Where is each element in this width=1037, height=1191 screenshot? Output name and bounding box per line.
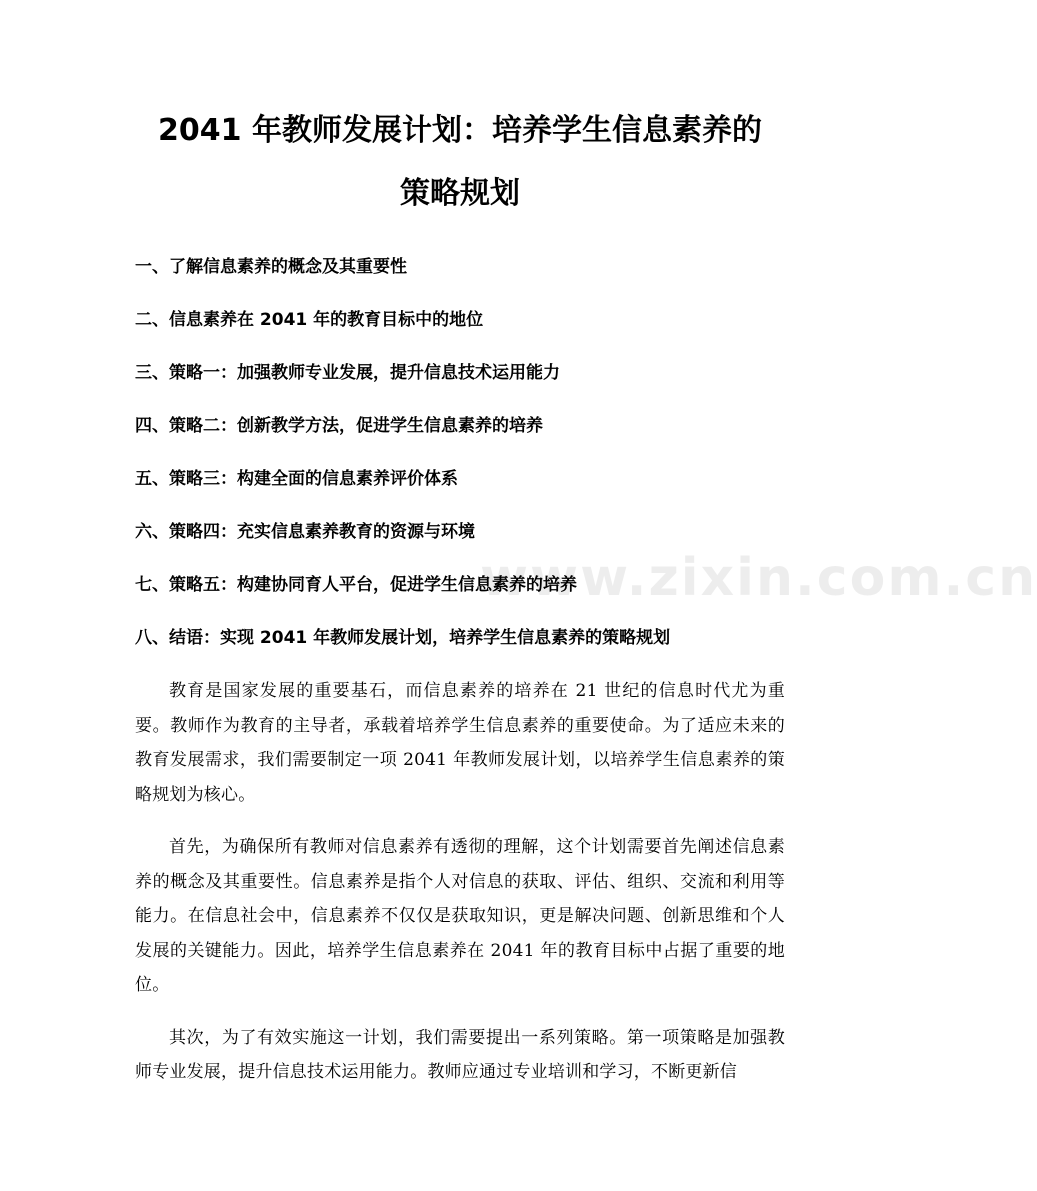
- watermark: www.zixin.com.cn: [480, 548, 1037, 608]
- toc-item-4: 四、策略二：创新教学方法，促进学生信息素养的培养: [135, 416, 543, 436]
- toc-item-6: 六、策略四：充实信息素养教育的资源与环境: [135, 522, 475, 542]
- toc-item-8: 八、结语：实现 2041 年教师发展计划，培养学生信息素养的策略规划: [135, 628, 671, 648]
- toc-item-5: 五、策略三：构建全面的信息素养评价体系: [135, 469, 458, 489]
- toc-item-7: 七、策略五：构建协同育人平台，促进学生信息素养的培养: [135, 575, 577, 595]
- body-text: [135, 674, 785, 1108]
- paragraph-3: 其次，为了有效实施这一计划，我们需要提出一系列策略。第一项策略是加强教师专业发展，提升信息技术运用能力。教师应通过专业培训和学习，不断更新信: [135, 1027, 785, 1082]
- toc-item-1: 一、了解信息素养的概念及其重要性: [135, 257, 407, 277]
- document-title-line-1: 2041 年教师发展计划：培养学生信息素养的: [158, 113, 762, 148]
- paragraph-1: 教育是国家发展的重要基石，而信息素养的培养在 21 世纪的信息时代尤为重要。教师作为教育的主导者，承载着培养学生信息素养的重要使命。为了适应未来的教育发展需求，我们需要制定一项 2041 年教师发展计划，以培养学生信息素养的策略规划为核心。: [135, 681, 785, 805]
- toc-item-3: 三、策略一：加强教师专业发展，提升信息技术运用能力: [135, 363, 560, 383]
- toc-item-2: 二、信息素养在 2041 年的教育目标中的地位: [135, 310, 484, 330]
- paragraph-2: 首先，为确保所有教师对信息素养有透彻的理解，这个计划需要首先阐述信息素养的概念及其重要性。信息素养是指个人对信息的获取、评估、组织、交流和利用等能力。在信息社会中，信息素养不仅仅是获取知识，更是解决问题、创新思维和个人发展的关键能力。因此，培养学生信息素养在 2041 年的教育目标中占据了重要的地位。: [135, 837, 785, 995]
- document-title-line-2: 策略规划: [400, 176, 520, 211]
